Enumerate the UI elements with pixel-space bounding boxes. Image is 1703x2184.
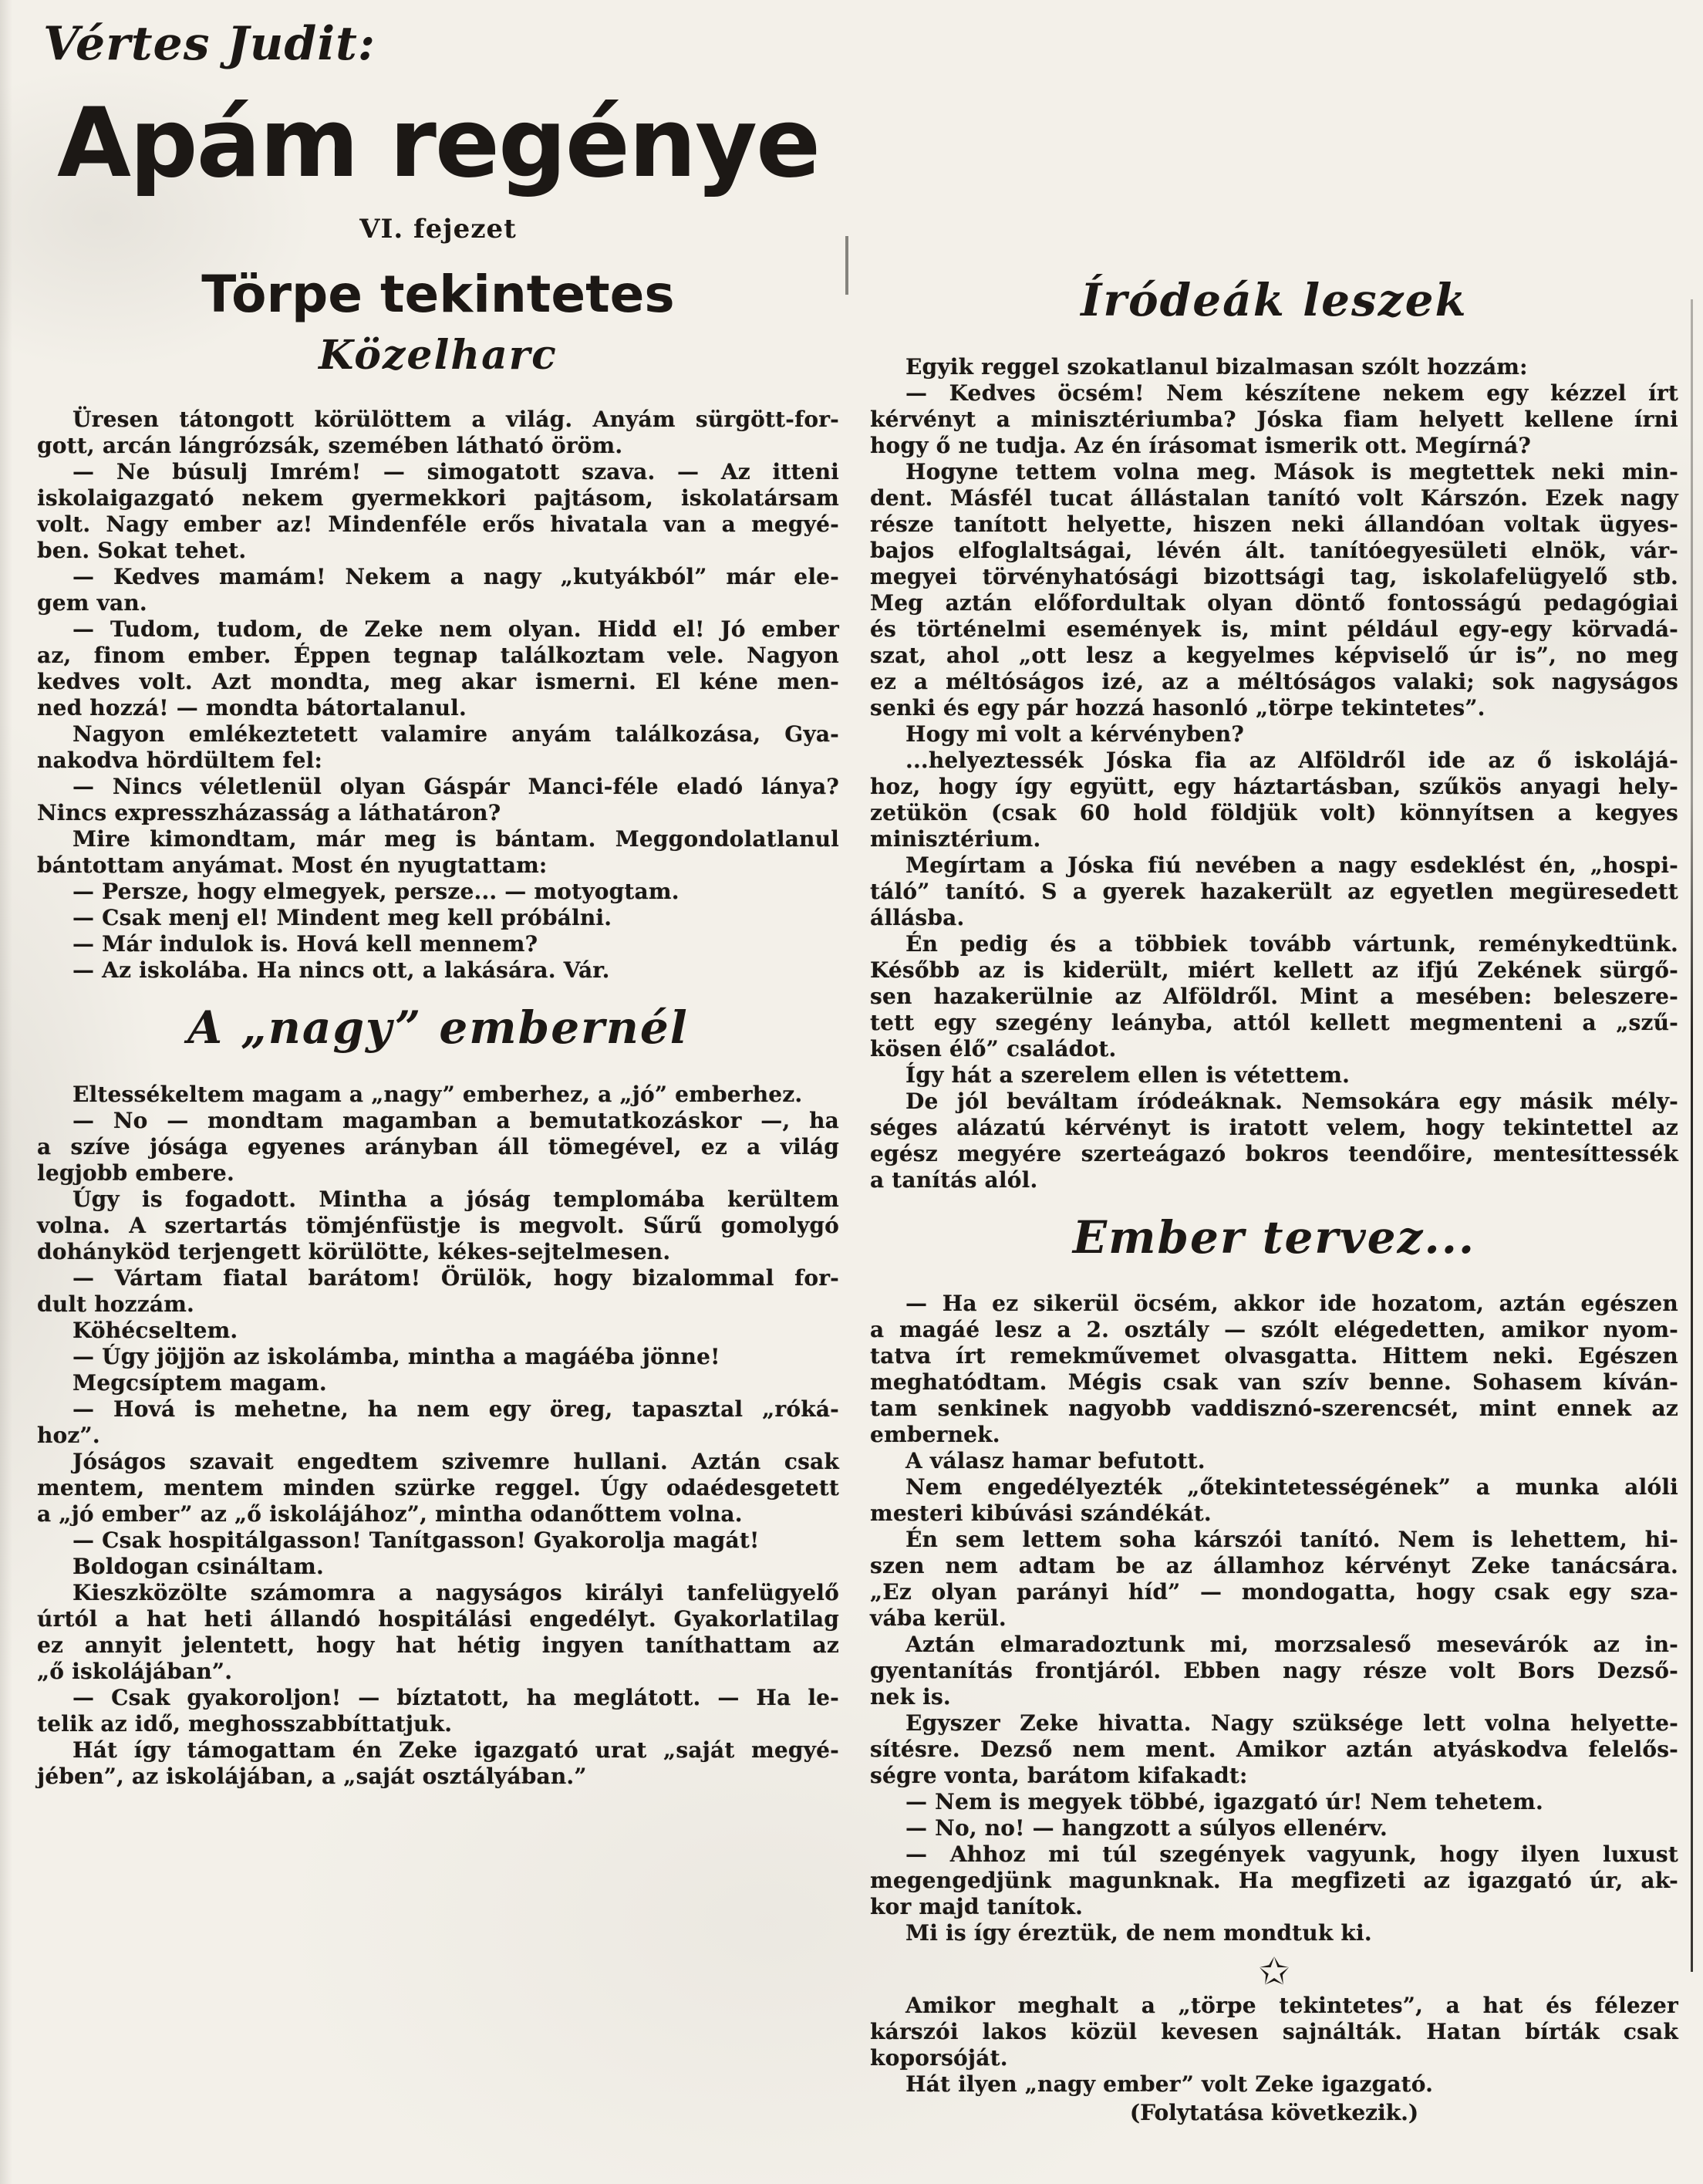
text-line: a „jó ember” az „ő iskolájához”, mintha odanőttem volna. [37,1500,743,1527]
text-line: „Ez olyan parányi híd” — mondogatta, hogy csak egy sza- [870,1579,1678,1605]
text-line: — Csak hospitálgasson! Tanítgasson! Gyakorolja magát! [73,1527,760,1553]
paragraph [37,1527,839,1554]
paragraph [870,1089,1678,1193]
text-line: — Ne búsulj Imrém! — simogatott szava. — Az itteni [73,459,839,485]
text-line: hogy ő ne tudja. Az én írásomat ismerik ott. Megírná? [870,432,1532,458]
text-line: kárszói lakos közül kevesen sajnálták. Hatan bírták csak [870,2019,1678,2045]
paragraph [870,748,1678,852]
text-line: — No — mondtam magamban a bemutatkozáskor —, ha [73,1107,839,1133]
paragraph [37,826,839,879]
paragraph [37,564,839,616]
text-line: kérvényt a minisztériumba? Jóska fiam helyett kellene írni [870,406,1678,432]
paragraph [37,774,839,826]
text-line: — Csak gyakoroljon! — bíztatott, ha meglátott. — Ha le- [73,1684,839,1710]
text-line: a tanítás alól. [870,1166,1038,1193]
section-heading: Íródeák leszek [1081,274,1468,326]
right-column [870,276,1678,2128]
text-line: legjobb embere. [37,1160,234,1186]
text-line: Kieszközölte számomra a nagyságos királyi tanfelügyelő [73,1579,839,1605]
text-line: része tanított helyette, hiszen neki állandóan voltak ügyes- [870,511,1678,537]
text-line: minisztérium. [870,825,1041,852]
text-line: gem van. [37,590,147,616]
text-line: Jóságos szavait engedtem szivemre hullani. Aztán csak [73,1448,839,1474]
paragraph [37,1187,839,1265]
text-line: Eltessékeltem magam a „nagy” emberhez, a „jó” emberhez. [73,1081,803,1107]
paragraph [37,957,839,984]
text-line: Mi is így éreztük, de nem mondtuk ki. [905,1920,1372,1946]
star-ornament: ✩ [1258,1950,1290,1994]
paragraph [37,616,839,721]
text-line: vába kerül. [870,1605,1007,1632]
text-line: — Ahhoz mi túl szegények vagyunk, hogy ilyen luxust [905,1841,1678,1868]
text-line: — Nincs véletlenül olyan Gáspár Manci-féle eladó lánya? [73,774,839,800]
text-line: — No, no! — hangzott a súlyos ellenérv. [905,1815,1388,1841]
text-line: sítésre. Dezső nem ment. Amikor aztán atyáskodva felelős- [870,1737,1678,1763]
text-line: A válasz hamar befutott. [905,1448,1206,1474]
right-column-body [870,276,1678,2128]
text-line: — Úgy jöjjön az iskolámba, mintha a magáéba jönne! [73,1343,720,1369]
paragraph [870,1527,1678,1632]
text-line: „ő iskolájában”. [37,1658,233,1684]
text-line: De jól beváltam íródeáknak. Nemsokára egy másik mély- [905,1088,1678,1114]
text-line: zetükön (csak 60 hold földjük volt) könnyítsen a kegyes [870,799,1678,825]
text-line: Amikor meghalt a „törpe tekintetes”, a hat és félezer [905,1993,1678,2019]
text-line: Én sem lettem soha kárszói tanító. Nem is lehettem, hi- [905,1527,1678,1553]
text-line: meghatódtam. Mégis csak van szív benne. Sohasem kíván- [870,1369,1678,1396]
text-line: gyentanítás frontjáról. Ebben nagy része volt Bors Dezső- [870,1658,1678,1684]
paragraph [870,1920,1678,1946]
paragraph [870,721,1678,748]
paragraph [870,1789,1678,1815]
paragraph [870,1632,1678,1710]
text-line: jében”, az iskolájában, a „saját osztályában.” [37,1763,587,1789]
text-line: egész megyére szerteágazó bokros teendőire, mentesíttessék [870,1140,1678,1166]
paragraph [37,931,839,957]
text-line: dohányköd terjengett körülötte, kékes-sejtelmesen. [37,1238,671,1264]
text-line: — Már indulok is. Hová kell mennem? [73,931,538,957]
paragraph [37,1685,839,1737]
text-line: dent. Másfél tucat állástalan tanító volt Kárszón. Ezek nagy [870,484,1678,511]
text-line: ez a méltóságos izé, az a méltóságos valaki; sok nagyságos [870,668,1678,694]
paragraph [37,407,839,459]
paragraph [870,380,1678,459]
text-line: Hogyne tettem volna meg. Mások is megtettek neki min- [905,458,1678,484]
text-line: megyei törvényhatósági bizottsági tag, iskolafelügyelő stb. [870,563,1678,589]
text-line: mentem, mentem minden szürke reggel. Úgy odaédesgetett [37,1474,839,1500]
text-line: állásba. [870,904,965,930]
text-line: — Vártam fiatal barátom! Örülök, hogy bizalommal for- [73,1264,839,1291]
text-line: szen nem adtam be az államhoz kérvényt Zeke tanácsára. [870,1553,1678,1579]
left-column-body [37,407,839,1790]
text-line: tatva írt remekművemet olvasgatta. Hittem neki. Egészen [870,1343,1678,1369]
text-line: Nagyon emlékeztetett valamire anyám találkozása, Gya- [73,721,839,748]
text-line: az, finom ember. Éppen tegnap találkoztam vele. Nagyon [37,643,839,669]
text-line: Egyszer Zeke hivatta. Nagy szüksége lett volna helyette- [905,1710,1678,1737]
text-line: tett egy szegény leányba, attól kellett megmenteni a „szű- [870,1009,1678,1035]
paragraph [37,1449,839,1527]
paragraph [870,931,1678,1062]
paragraph [37,721,839,774]
paragraph [870,1474,1678,1527]
text-line: — Tudom, tudom, de Zeke nem olyan. Hidd el! Jó ember [73,616,839,643]
text-line: a magáé lesz a 2. osztály — szólt elégedetten, amikor nyom- [870,1317,1678,1343]
text-line: mesteri kibúvási szándékát. [870,1500,1212,1527]
paragraph [37,879,839,905]
text-line: — Hová is mehetne, ha nem egy öreg, tapasztal „róká- [73,1396,839,1422]
text-line: gott, arcán lángrózsák, szemében látható öröm. [37,433,623,459]
text-line: ned hozzá! — mondta bátortalanul. [37,695,467,721]
text-line: ez annyit jelentett, hogy hat hétig ingyen taníthattam az [37,1632,839,1658]
paragraph [37,1318,839,1344]
text-line: sen hazakerülnie az Alföldről. Mint a mesében: beleszere- [870,983,1678,1009]
text-line: a szíve jósága egyenes arányban áll tömegével, ez a világ [37,1133,839,1160]
paragraph [37,1396,839,1449]
text-line: senki és egy pár hozzá hasonló „törpe tekintetes”. [870,694,1485,721]
text-line: kor majd tanítok. [870,1894,1084,1920]
scan-mark [845,236,848,295]
text-line: embernek. [870,1422,1000,1448]
text-line: ben. Sokat tehet. [37,538,247,564]
text-line: — Persze, hogy elmegyek, persze... — motyogtam. [73,879,680,905]
text-line: séges alázatú kérvényt is iratott velem, hogy tekintettel az [870,1114,1678,1140]
section-heading: Közelharc [319,332,558,380]
text-line: és történelmi események is, mint például egy-egy körvadá- [870,616,1678,642]
paragraph [37,905,839,931]
text-line: Üresen tátongott körülöttem a világ. Anyám sürgött-for- [73,407,839,433]
section-heading: Ember tervez... [1072,1210,1476,1264]
text-line: Megírtam a Jóska fiú nevében a nagy esdeklést én, „hospi- [905,852,1678,878]
chapter-title: Törpe tekintetes [201,264,675,324]
page-edge-rule [1691,299,1693,1972]
paragraph [870,1710,1678,1789]
text-line: hoz”. [37,1422,100,1448]
left-column [37,17,839,1790]
text-line: szat, ahol „ott lesz a kegyelmes képviselő úr is”, no meg [870,642,1678,668]
article-title: Apám regénye [56,88,820,199]
text-line: ...helyeztessék Jóska fia az Alföldről ide az ő iskolájá- [905,747,1678,773]
paragraph [37,459,839,564]
text-line: kedves volt. Azt mondta, meg akar ismerni. El kéne men- [37,669,839,695]
paragraph [37,1554,839,1580]
text-line: Úgy is fogadott. Mintha a jóság templomába kerültem [73,1186,839,1212]
paragraph [37,1370,839,1396]
paragraph [870,1062,1678,1089]
text-line: koporsóját. [870,2045,1008,2071]
text-line: táló” tanító. S a gyerek hazakerült az egyetlen megüresedett [870,878,1678,904]
text-line: Hogy mi volt a kérvényben? [905,721,1244,747]
text-line: Én pedig és a többiek tovább vártunk, reménykedtünk. [905,930,1678,957]
text-line: Később az is kiderült, miért kellett az ifjú Zekének sürgő- [870,957,1678,983]
text-line: Aztán elmaradoztunk mi, morzsaleső mesevárók az in- [905,1632,1678,1658]
text-line: Meg aztán előfordultak olyan döntő fontosságú pedagógiai [870,589,1678,616]
text-line: Egyik reggel szokatlanul bizalmasan szólt hozzám: [905,353,1528,380]
text-line: Nem engedélyezték „őtekintetességének” a munka alóli [905,1474,1678,1500]
text-line: — Nem is megyek többé, igazgató úr! Nem tehetem. [905,1789,1543,1815]
text-line: bajos elfoglaltságai, lévén ált. tanítóegyesületi elnök, vár- [870,537,1678,563]
text-line: ségre vonta, barátom kifakadt: [870,1763,1248,1789]
text-line: volna. A szertartás tömjénfüstje is megvolt. Sűrű gomolygó [37,1212,839,1238]
text-line: nek is. [870,1684,951,1710]
paragraph [37,1108,839,1187]
text-line: úrtól a hat heti állandó hospitálási engedélyt. Gyakorlatilag [37,1605,839,1632]
paragraph [37,1265,839,1318]
text-line: Hát ilyen „nagy ember” volt Zeke igazgató. [905,2071,1434,2098]
continuation-note: (Folytatása következik.) [1129,2100,1419,2126]
text-line: Hát így támogattam én Zeke igazgató urat „saját megyé- [73,1737,839,1763]
text-line: Boldogan csináltam. [73,1553,324,1579]
paragraph [870,1815,1678,1841]
text-line: nakodva hördültem fel: [37,748,323,774]
paragraph [870,459,1678,721]
paragraph [870,1993,1678,2071]
paragraph [870,1291,1678,1448]
text-line: — Kedves öcsém! Nem készítene nekem egy kézzel írt [905,380,1678,406]
text-line: — Az iskolába. Ha nincs ott, a lakására. Vár. [73,957,610,984]
text-line: Köhécseltem. [73,1317,238,1343]
text-line: Mire kimondtam, már meg is bántam. Meggondolatlanul [73,826,839,852]
author-byline: Vértes Judit: [43,17,376,71]
paragraph [37,1082,839,1108]
text-line: kösen élő” családot. [870,1035,1117,1062]
text-line: volt. Nagy ember az! Mindenféle erős hivatala van a megyé- [37,511,839,538]
text-line: Megcsíptem magam. [73,1369,327,1396]
chapter-label: VI. fejezet [359,214,517,245]
text-line: Nincs expresszházasság a láthatáron? [37,800,501,826]
text-line: tam senkinek nagyobb vaddisznó-szerencsét, mint ennek az [870,1396,1678,1422]
paragraph [870,2071,1678,2098]
text-line: telik az idő, meghosszabbíttatjuk. [37,1710,453,1737]
text-line: megengedjünk magunknak. Ha megfizeti az igazgató úr, ak- [870,1868,1678,1894]
paragraph [37,1580,839,1685]
text-line: iskolaigazgató nekem gyermekkori pajtásom, iskolatársam [37,485,839,511]
text-line: Így hát a szerelem ellen is vétettem. [905,1062,1351,1088]
paragraph [870,852,1678,931]
text-line: hoz, hogy így együtt, egy háztartásban, szűkös anyagi hely- [870,773,1678,799]
text-line: dult hozzám. [37,1291,195,1317]
text-line: — Kedves mamám! Nekem a nagy „kutyákból” már ele- [73,564,839,590]
paragraph [870,1841,1678,1920]
paragraph [870,1448,1678,1474]
section-heading: A „nagy” embernél [187,1001,689,1055]
text-line: — Csak menj el! Mindent meg kell próbálni. [73,905,612,931]
paragraph [37,1737,839,1790]
text-line: bántottam anyámat. Most én nyugtattam: [37,852,548,879]
paragraph [870,354,1678,380]
paragraph [37,1344,839,1370]
text-line: — Ha ez sikerül öcsém, akkor ide hozatom, aztán egészen [905,1291,1678,1317]
